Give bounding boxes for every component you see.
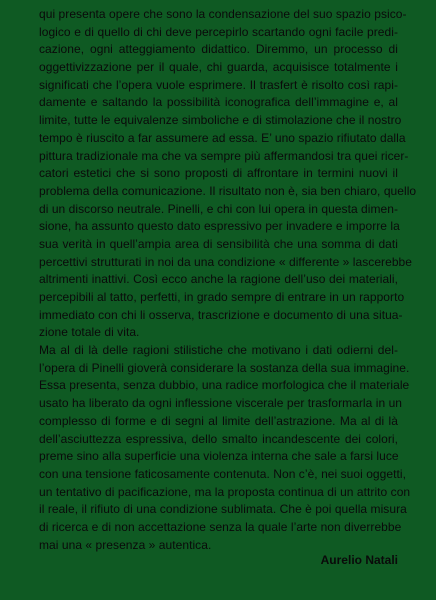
text-line: mai una « presenza » autentica. <box>39 537 212 552</box>
text-line: percepibili al tatto, perfetti, in grado sempre di entrare in un rapporto <box>39 290 405 304</box>
text-line: complesso di forme e di segni al limite dell’astrazione. Ma al di là <box>39 413 398 428</box>
text-line: pittura tradizionale ma che va sempre più affermandosi tra quei ricer- <box>39 148 409 163</box>
text-line: Ma al di là delle ragioni stilistiche che motivano i dati odierni del- <box>39 343 398 358</box>
text-line: Essa presenta, senza dubbio, una radice morfologica che il materiale <box>39 378 410 393</box>
paragraph <box>39 6 417 342</box>
text-line: percettivi strutturati in noi da una condizione « differente » lascerebbe <box>39 254 412 269</box>
paragraph <box>39 342 411 554</box>
text-line: preme sino alla superficie una violenza interna che sale a farsi luce <box>39 449 399 464</box>
text-line: logico e di quello di chi deve percepirlo scartando ogni facile predi- <box>39 24 398 39</box>
text-line: altrimenti inattivi. Così ecco anche la ragione dell’uso dei materiali, <box>39 272 398 287</box>
text-line: il reale, il rifiuto di una condizione sublimata. Che è poi quella misura <box>39 502 407 517</box>
text-line: catori estetici che si sono proposti di affrontare in termini nuovi il <box>39 166 398 181</box>
text-line: significati che l’opera vuole esprimere. Il trasfert è risolto così rapi- <box>39 77 398 92</box>
text-line: problema della comunicazione. Il risultato non è, sia ben chiaro, quello <box>39 183 417 198</box>
text-line: un tentativo di pacificazione, ma la proposta continua di un attrito con <box>39 484 411 499</box>
text-line: dell’asciuttezza espressiva, dello smalto incandescente dei colori, <box>39 431 398 446</box>
text-line: cazione, ogni atteggiamento didattico. Diremmo, un processo di <box>39 42 398 57</box>
author-signature: Aurelio Natali <box>320 553 398 567</box>
text-line: qui presenta opere che sono la condensazione del suo spazio psico- <box>39 7 407 21</box>
text-line: di un discorso neutrale. Pinelli, e chi con lui opera in questa dimen- <box>39 201 399 216</box>
text-line: limite, tutte le equivalenze simboliche e di stimolazione che il nostro <box>39 113 402 128</box>
text-line: oggettivizzazione per il quale, chi guarda, acquisisce totalmente i <box>39 60 398 75</box>
text-line: sione, ha assunto questo dato espressivo per invadere e imporre la <box>39 219 400 234</box>
text-line: usato ha liberato da ogni inflessione viscerale per trasformarla in un <box>39 396 403 411</box>
text-line: immediato con chi li osserva, trascrizione e documento di una situa- <box>39 307 403 322</box>
text-line: l’opera di Pinelli gioverà considerare la sostanza della sua immagine. <box>39 360 410 375</box>
text-line: con una tensione faticosamente contenuta. Non c’è, nei suoi oggetti, <box>39 466 406 481</box>
text-line: damente e saltando la possibilità iconografica dell’immagine e, al <box>39 95 398 110</box>
text-line: sua verità in quell’ampia area di sensibilità che una somma di dati <box>39 236 398 251</box>
text-line: zione totale di vita. <box>39 325 140 340</box>
article-text <box>39 6 417 554</box>
text-line: tempo è riuscito a far assumere ad essa. E’ uno spazio rifiutato dalla <box>39 130 406 145</box>
text-line: di ricerca e di non accettazione senza la quale l’arte non diverrebbe <box>39 519 402 534</box>
